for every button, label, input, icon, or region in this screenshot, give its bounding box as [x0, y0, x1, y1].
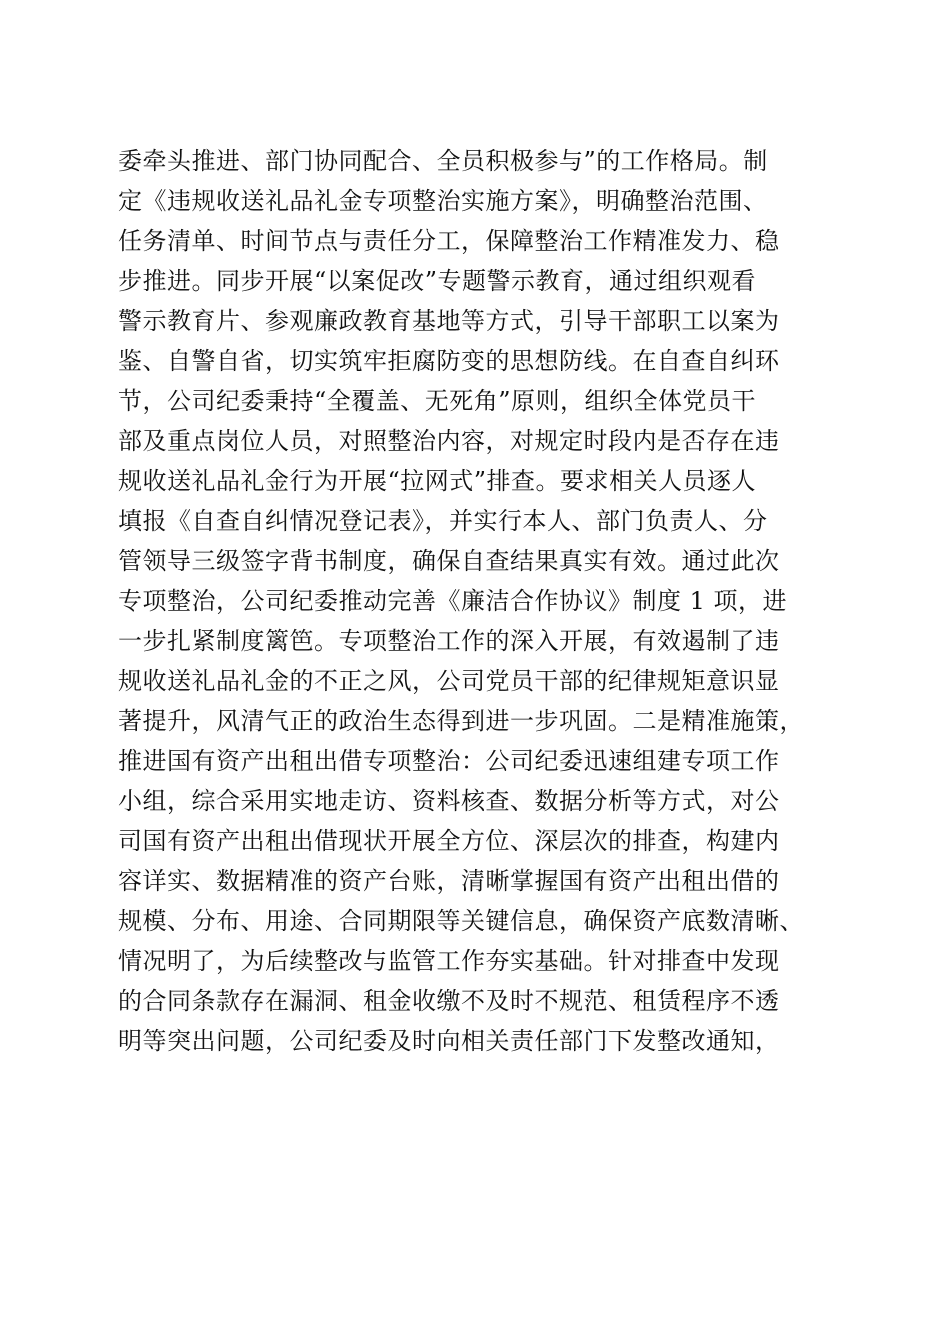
text-line: 定《违规收送礼品礼金专项整治实施方案》，明确整治范围、 — [118, 187, 768, 215]
text-line: 明等突出问题，公司纪委及时向相关责任部门下发整改通知， — [118, 1027, 780, 1055]
text-line: 著提升，风清气正的政治生态得到进一步巩固。二是精准施策， — [118, 707, 804, 735]
text-line: 容详实、数据精准的资产台账，清晰掌握国有资产出租出借的 — [118, 867, 780, 895]
text-line: 司国有资产出租出借现状开展全方位、深层次的排查，构建内 — [118, 827, 780, 855]
text-line: 任务清单、时间节点与责任分工，保障整治工作精准发力、稳 — [118, 227, 780, 255]
text-line: 推进国有资产出租出借专项整治：公司纪委迅速组建专项工作 — [118, 747, 780, 775]
text-line: 小组，综合采用实地走访、资料核查、数据分析等方式，对公 — [118, 787, 780, 815]
text-line: 步推进。同步开展“以案促改”专题警示教育，通过组织观看 — [118, 267, 757, 295]
body-text — [118, 141, 858, 1061]
text-line: 管领导三级签字背书制度，确保自查结果真实有效。通过此次 — [118, 547, 780, 575]
text-line: 填报《自查自纠情况登记表》，并实行本人、部门负责人、分 — [118, 507, 768, 535]
text-line: 一步扎紧制度篱笆。专项整治工作的深入开展，有效遏制了违 — [118, 627, 780, 655]
text-line: 委牵头推进、部门协同配合、全员积极参与”的工作格局。制 — [118, 147, 768, 175]
text-line: 规收送礼品礼金的不正之风，公司党员干部的纪律规矩意识显 — [118, 667, 780, 695]
text-line: 鉴、自警自省，切实筑牢拒腐防变的思想防线。在自查自纠环 — [118, 347, 780, 375]
text-line: 节，公司纪委秉持“全覆盖、无死角”原则，组织全体党员干 — [118, 387, 757, 415]
text-line: 的合同条款存在漏洞、租金收缴不及时不规范、租赁程序不透 — [118, 987, 780, 1015]
text-line: 规收送礼品礼金行为开展“拉网式”排查。要求相关人员逐人 — [118, 467, 757, 495]
text-line: 专项整治，公司纪委推动完善《廉洁合作协议》制度 1 项，进 — [118, 587, 788, 615]
text-line: 情况明了，为后续整改与监管工作夯实基础。针对排查中发现 — [118, 947, 780, 975]
text-line: 规模、分布、用途、合同期限等关键信息，确保资产底数清晰、 — [118, 907, 804, 935]
text-line: 警示教育片、参观廉政教育基地等方式，引导干部职工以案为 — [118, 307, 780, 335]
text-line: 部及重点岗位人员，对照整治内容，对规定时段内是否存在违 — [118, 427, 780, 455]
